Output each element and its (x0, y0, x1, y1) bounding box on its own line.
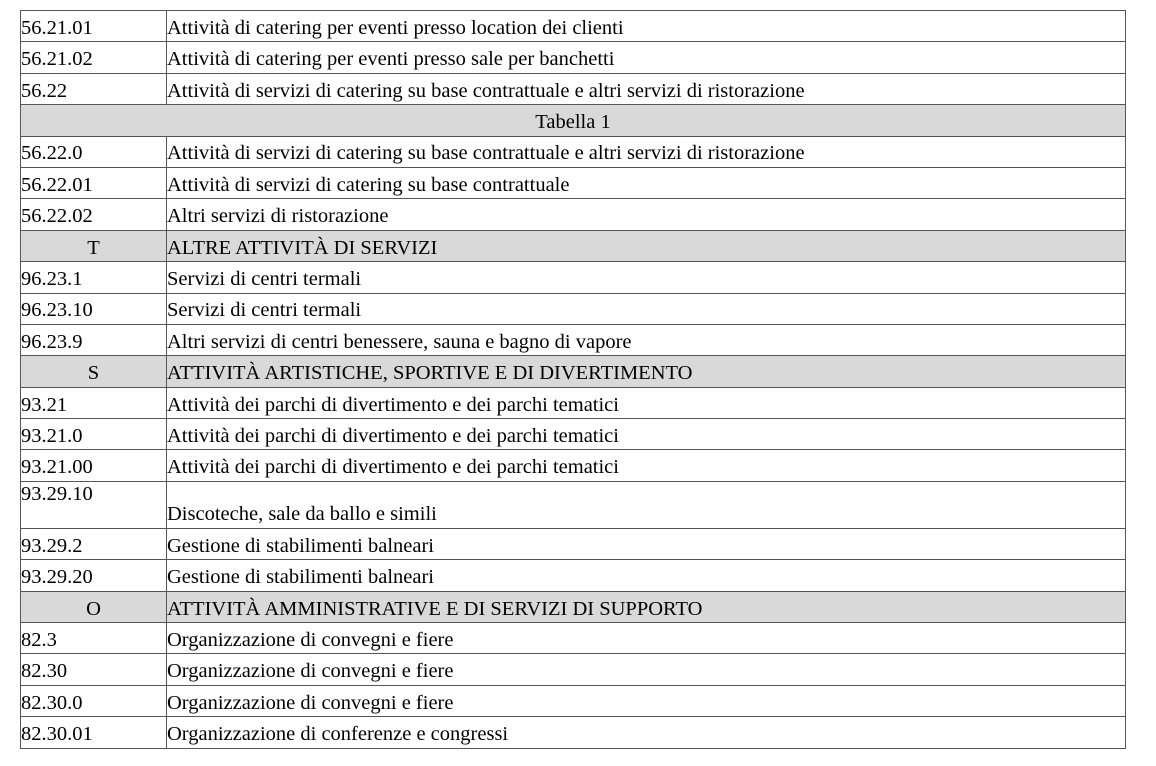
code-cell (21, 324, 167, 355)
description-cell (167, 419, 1126, 450)
description-cell (167, 199, 1126, 230)
activity-description: Altri servizi di ristorazione (167, 205, 389, 228)
description-cell (167, 136, 1126, 167)
description-cell (167, 262, 1126, 293)
table-row (21, 419, 1126, 450)
section-header-row (21, 230, 1126, 261)
description-cell (167, 560, 1126, 591)
table-row (21, 42, 1126, 73)
section-title-cell (167, 230, 1126, 261)
description-cell (167, 42, 1126, 73)
ateco-code: 82.30.01 (21, 723, 93, 746)
table-row (21, 387, 1126, 418)
description-cell (167, 528, 1126, 559)
activity-description: Gestione di stabilimenti balneari (167, 534, 435, 557)
section-letter: S (87, 362, 100, 385)
ateco-code: 93.29.10 (21, 482, 93, 505)
table-row (21, 560, 1126, 591)
code-cell (21, 654, 167, 685)
activity-description: Servizi di centri termali (167, 268, 362, 291)
ateco-code: 93.21 (21, 393, 68, 416)
code-cell (21, 293, 167, 324)
ateco-code: 93.29.20 (21, 566, 93, 589)
description-cell (167, 324, 1126, 355)
table-row (21, 199, 1126, 230)
code-cell (21, 685, 167, 716)
section-letter: O (86, 597, 101, 620)
activity-description: Attività di servizi di catering su base contrattuale e altri servizi di ristorazione (167, 142, 805, 165)
code-cell (21, 387, 167, 418)
section-header-row (21, 591, 1126, 622)
ateco-code: 56.22.01 (21, 173, 93, 196)
table-caption-text: Tabella 1 (535, 111, 611, 134)
table-row (21, 324, 1126, 355)
table-row (21, 654, 1126, 685)
description-cell (167, 685, 1126, 716)
section-letter-cell (21, 356, 167, 387)
section-letter-cell (21, 591, 167, 622)
code-cell (21, 450, 167, 481)
code-cell (21, 136, 167, 167)
ateco-code: 93.21.00 (21, 456, 93, 479)
ateco-code: 96.23.9 (21, 330, 83, 353)
table-row (21, 450, 1126, 481)
table-row (21, 528, 1126, 559)
table-row (21, 717, 1126, 748)
activity-description: Attività dei parchi di divertimento e dei parchi tematici (167, 424, 619, 447)
table-row (21, 623, 1126, 654)
table-row (21, 73, 1126, 104)
table-row (21, 167, 1126, 198)
description-cell (167, 73, 1126, 104)
code-cell (21, 11, 167, 42)
section-title: ATTIVITÀ AMMINISTRATIVE E DI SERVIZI DI SUPPORTO (167, 597, 703, 620)
activity-description: Discoteche, sale da ballo e simili (167, 503, 437, 526)
section-letter: T (87, 236, 100, 259)
section-header-row (21, 356, 1126, 387)
activity-description: Attività di catering per eventi presso location dei clienti (167, 16, 624, 39)
table-caption (21, 105, 1126, 136)
description-cell (167, 167, 1126, 198)
ateco-code: 96.23.1 (21, 268, 83, 291)
code-cell (21, 42, 167, 73)
activity-description: Attività di servizi di catering su base contrattuale (167, 173, 570, 196)
activity-description: Organizzazione di conferenze e congressi (167, 723, 509, 746)
table-row (21, 11, 1126, 42)
ateco-code: 56.22 (21, 79, 68, 102)
code-cell (21, 481, 167, 528)
activity-description: Attività di servizi di catering su base contrattuale e altri servizi di ristorazione (167, 79, 805, 102)
code-cell (21, 199, 167, 230)
ateco-code: 93.29.2 (21, 534, 83, 557)
table-body (21, 11, 1126, 749)
code-cell (21, 262, 167, 293)
description-cell (167, 481, 1126, 528)
table-row (21, 136, 1126, 167)
section-title-cell (167, 591, 1126, 622)
ateco-code: 96.23.10 (21, 299, 93, 322)
section-title: ALTRE ATTIVITÀ DI SERVIZI (167, 236, 438, 259)
description-cell (167, 623, 1126, 654)
activity-description: Attività dei parchi di divertimento e dei parchi tematici (167, 456, 619, 479)
code-cell (21, 717, 167, 748)
activity-description: Attività di catering per eventi presso sale per banchetti (167, 48, 615, 71)
ateco-code: 82.30.0 (21, 691, 83, 714)
ateco-code: 93.21.0 (21, 424, 83, 447)
activity-description: Organizzazione di convegni e fiere (167, 660, 454, 683)
ateco-code: 56.22.02 (21, 205, 93, 228)
activity-description: Organizzazione di convegni e fiere (167, 691, 454, 714)
activity-description: Organizzazione di convegni e fiere (167, 628, 454, 651)
code-cell (21, 528, 167, 559)
ateco-code-table (20, 10, 1126, 749)
activity-description: Gestione di stabilimenti balneari (167, 566, 435, 589)
description-cell (167, 654, 1126, 685)
table-row (21, 685, 1126, 716)
code-cell (21, 623, 167, 654)
description-cell (167, 387, 1126, 418)
activity-description: Attività dei parchi di divertimento e dei parchi tematici (167, 393, 619, 416)
table-row (21, 481, 1126, 528)
section-title-cell (167, 356, 1126, 387)
description-cell (167, 450, 1126, 481)
code-cell (21, 419, 167, 450)
table-caption-row (21, 105, 1126, 136)
description-cell (167, 717, 1126, 748)
code-cell (21, 73, 167, 104)
table-row (21, 293, 1126, 324)
ateco-code: 82.30 (21, 660, 68, 683)
ateco-code: 82.3 (21, 628, 57, 651)
ateco-code: 56.22.0 (21, 142, 83, 165)
activity-description: Servizi di centri termali (167, 299, 362, 322)
description-cell (167, 11, 1126, 42)
section-title: ATTIVITÀ ARTISTICHE, SPORTIVE E DI DIVERTIMENTO (167, 362, 693, 385)
ateco-code: 56.21.02 (21, 48, 93, 71)
activity-description: Altri servizi di centri benessere, sauna e bagno di vapore (167, 330, 632, 353)
description-cell (167, 293, 1126, 324)
table-row (21, 262, 1126, 293)
ateco-code: 56.21.01 (21, 16, 93, 39)
code-cell (21, 167, 167, 198)
code-cell (21, 560, 167, 591)
section-letter-cell (21, 230, 167, 261)
